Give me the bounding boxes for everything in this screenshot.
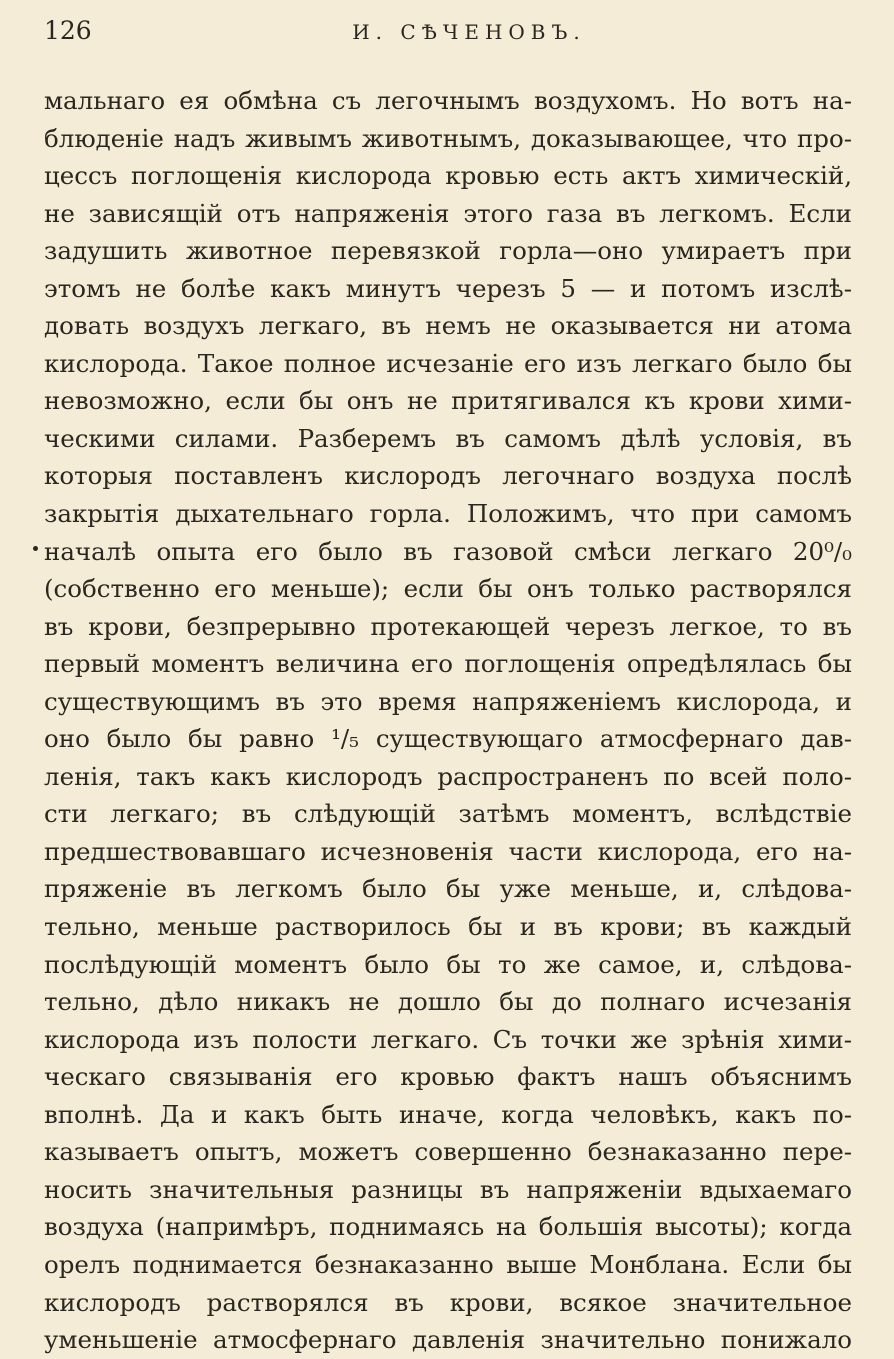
text-line: довать воздухъ легкаго, въ немъ не оказывается ни атома: [44, 311, 852, 341]
text-line: уменьшеніе атмосфернаго давленія значительно понижало: [44, 1325, 852, 1355]
page-header: [44, 14, 854, 54]
text-line: пряженіе въ легкомъ было бы уже меньше, и, слѣдова-: [44, 874, 852, 904]
text-line: (собственно его меньше); если бы онъ только растворялся: [44, 574, 852, 604]
margin-mark: [33, 546, 38, 551]
text-line: блюденіе надъ живымъ животнымъ, доказывающее, что про-: [44, 123, 852, 153]
text-line: ческаго связыванія его кровью фактъ нашъ объяснимъ: [44, 1062, 852, 1092]
text-line: первый моментъ величина его поглощенія опредѣлялась бы: [44, 649, 852, 679]
text-line: орелъ поднимается безнаказанно выше Монблана. Если бы: [44, 1249, 852, 1279]
text-line: кислородъ растворялся въ крови, всякое значительное: [44, 1287, 852, 1317]
text-line: кислорода. Такое полное исчезаніе его изъ легкаго было бы: [44, 348, 852, 378]
text-line: не зависящій отъ напряженія этого газа въ легкомъ. Если: [44, 198, 852, 228]
text-line: тельно, меньше растворилось бы и въ крови; въ каждый: [44, 912, 852, 942]
text-line: ческими силами. Разберемъ въ самомъ дѣлѣ условія, въ: [44, 423, 852, 453]
text-line: цессъ поглощенія кислорода кровью есть актъ химическій,: [44, 161, 852, 191]
text-line: предшествовавшаго исчезновенія части кислорода, его на-: [44, 836, 852, 866]
text-line: кислорода изъ полости легкаго. Съ точки же зрѣнія хими-: [44, 1024, 852, 1054]
text-line: мальнаго ея обмѣна съ легочнымъ воздухомъ. Но вотъ на-: [44, 86, 852, 115]
text-line: началѣ опыта его было въ газовой смѣси легкаго 20⁰/₀: [44, 536, 852, 566]
text-line: которыя поставленъ кислородъ легочнаго воздуха послѣ: [44, 461, 852, 491]
body-text: [44, 82, 852, 1359]
text-line: сти легкаго; въ слѣдующій затѣмъ моментъ, вслѣдствіе: [44, 799, 852, 829]
text-line: закрытія дыхательнаго горла. Положимъ, что при самомъ: [44, 499, 852, 529]
running-head: И. СѢЧЕНОВЪ.: [352, 20, 586, 44]
text-line: воздуха (напримѣръ, поднимаясь на большія высоты); когда: [44, 1212, 852, 1242]
text-line: въ крови, безпрерывно протекающей черезъ легкое, то въ: [44, 611, 852, 641]
text-line: этомъ не болѣе какъ минутъ черезъ 5 — и потомъ изслѣ-: [44, 273, 852, 303]
text-line: невозможно, если бы онъ не притягивался къ крови хими-: [44, 386, 852, 416]
page-number: 126: [44, 16, 92, 45]
text-line: носить значительныя разницы въ напряженіи вдыхаемаго: [44, 1174, 852, 1204]
text-line: казываетъ опытъ, можетъ совершенно безнаказанно пере-: [44, 1137, 852, 1167]
text-line: задушить животное перевязкой горла—оно умираетъ при: [44, 236, 852, 266]
text-line: существующимъ въ это время напряженіемъ кислорода, и: [44, 686, 852, 716]
text-line: тельно, дѣло никакъ не дошло бы до полнаго исчезанія: [44, 987, 852, 1017]
text-line: ленія, такъ какъ кислородъ распространенъ по всей поло-: [44, 761, 852, 791]
text-line: оно было бы равно ¹/₅ существующаго атмосфернаго дав-: [44, 724, 852, 754]
text-line: послѣдующій моментъ было бы то же самое, и, слѣдова-: [44, 949, 852, 979]
text-line: вполнѣ. Да и какъ быть иначе, когда человѣкъ, какъ по-: [44, 1099, 852, 1129]
